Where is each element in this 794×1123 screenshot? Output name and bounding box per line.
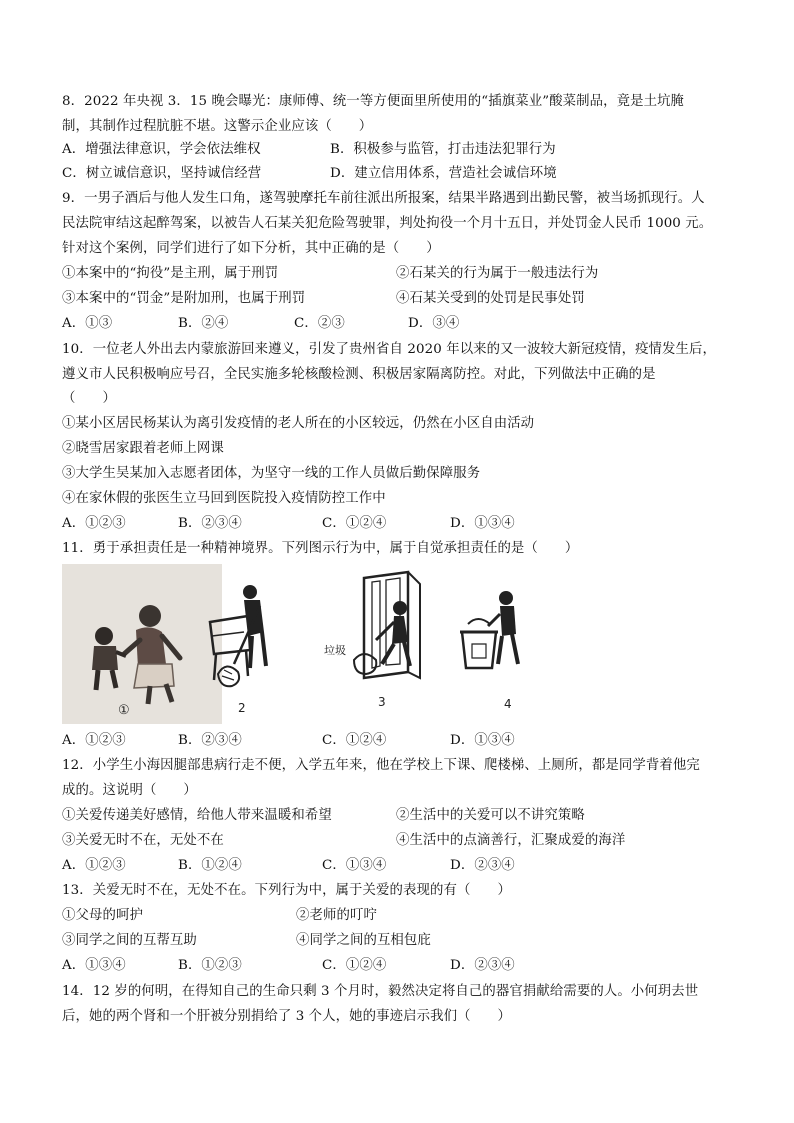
q13-option-b: B．①②③ [178,958,242,973]
q10-stem-line1: 10．一位老人外出去内蒙旅游回来遵义，引发了贵州省自 2020 年以来的又一波较大新冠疫情，疫情发生后， [62,342,717,357]
figure-4 [458,584,538,724]
q12-statement-4: ④生活中的点滴善行，汇聚成爱的海洋 [396,833,626,848]
q9-option-b: B．②④ [178,316,229,331]
q13-option-c: C．①②④ [322,958,387,973]
q13-statement-4: ④同学之间的互相包庇 [296,933,431,948]
figure-2-illustration [204,576,284,726]
q14-stem-line1: 14．12 岁的何明，在得知自己的生命只剩 3 个月时，毅然决定将自己的器官捐献给需要的人。小何玥去世 [62,984,699,999]
q9-option-d: D．③④ [408,316,460,331]
figure-3-number: 3 [378,695,386,709]
q13-statement-2: ②老师的叮咛 [296,908,377,923]
q12-option-b: B．①②④ [178,858,242,873]
figure-1-illustration [62,564,222,724]
q12-statement-3: ③关爱无时不在，无处不在 [62,833,224,848]
figure-4-number: 4 [504,697,512,711]
q10-stem-line2: 遵义市人民积极响应号召，全民实施多轮核酸检测、积极居家隔离防控。对此，下列做法中正确的是 [62,367,656,382]
q12-option-d: D．②③④ [450,858,515,873]
q9-statement-4: ④石某关受到的处罚是民事处罚 [396,291,585,306]
q10-stem-line3: （ ） [62,391,116,406]
figure-2-number: 2 [238,701,246,715]
q8-option-d: D．建立信用体系，营造社会诚信环境 [330,166,557,181]
q13-statement-1: ①父母的呵护 [62,908,143,923]
q12-option-a: A．①②③ [62,858,126,873]
q9-stem-line3: 针对这个案例，同学们进行了如下分析，其中正确的是（ ） [62,241,440,256]
q12-statement-2: ②生活中的关爱可以不讲究策略 [396,808,585,823]
q12-option-c: C．①③④ [322,858,387,873]
figure-3 [324,568,434,718]
q8-option-b: B．积极参与监管，打击违法犯罪行为 [330,142,556,157]
q11-option-c: C．①②④ [322,733,387,748]
figure-4-illustration [458,584,538,724]
q10-statement-4: ④在家休假的张医生立马回到医院投入疫情防控工作中 [62,491,386,506]
figure-2 [204,576,284,726]
q9-statement-3: ③本案中的“罚金”是附加刑，也属于刑罚 [62,291,306,306]
q13-option-a: A．①③④ [62,958,126,973]
q11-option-b: B．②③④ [178,733,242,748]
q10-option-c: C．①②④ [322,516,387,531]
q12-statement-1: ①关爱传递美好感情，给他人带来温暖和希望 [62,808,332,823]
q9-stem-line1: 9．一男子酒后与他人发生口角，遂驾驶摩托车前往派出所报案，结果半路遇到出勤民警，被当场抓现行。人 [62,191,705,206]
q8-option-a: A．增强法律意识，学会依法维权 [62,142,261,157]
q9-statement-1: ①本案中的“拘役”是主刑，属于刑罚 [62,266,279,281]
q9-stem-line2: 民法院审结这起醉驾案，以被告人石某关犯危险驾驶罪，判处拘役一个月十五日，并处罚金人民币 1000 元。 [62,216,713,231]
q9-option-c: C．②③ [294,316,345,331]
q9-statement-2: ②石某关的行为属于一般违法行为 [396,266,599,281]
q10-option-d: D．①③④ [450,516,515,531]
q10-statement-2: ②晓雪居家跟着老师上网课 [62,441,224,456]
q11-option-d: D．①③④ [450,733,515,748]
q8-stem-line2: 制，其制作过程肮脏不堪。这警示企业应该（ ） [62,119,373,134]
q13-statement-3: ③同学之间的互帮互助 [62,933,197,948]
q10-option-b: B．②③④ [178,516,242,531]
q10-option-a: A．①②③ [62,516,126,531]
q10-statement-3: ③大学生吴某加入志愿者团体，为坚守一线的工作人员做后勤保障服务 [62,466,481,481]
q8-stem-line1: 8．2022 年央视 3．15 晚会曝光：康师傅、统一等方便面里所使用的“插旗菜业”酸菜制品，竟是土坑腌 [62,94,685,109]
q11-option-a: A．①②③ [62,733,126,748]
figure-3-illustration [324,568,434,718]
figure-1-number: ① [118,703,130,718]
q13-stem: 13．关爱无时不在，无处不在。下列行为中，属于关爱的表现的有（ ） [62,883,511,898]
figure-1-photo [62,564,222,724]
q12-stem-line2: 成的。这说明（ ） [62,783,197,798]
q8-option-c: C．树立诚信意识，坚持诚信经营 [62,166,262,181]
q13-option-d: D．②③④ [450,958,515,973]
q11-stem: 11．勇于承担责任是一种精神境界。下列图示行为中，属于自觉承担责任的是（ ） [62,541,579,556]
q14-stem-line2: 后，她的两个肾和一个肝被分别捐给了 3 个人，她的事迹启示我们（ ） [62,1009,512,1024]
q10-statement-1: ①某小区居民杨某认为离引发疫情的老人所在的小区较远，仍然在小区自由活动 [62,416,535,431]
q12-stem-line1: 12．小学生小海因腿部患病行走不便，入学五年来，他在学校上下课、爬楼梯、上厕所，都是同学背着他完 [62,758,700,773]
q9-option-a: A．①③ [62,316,113,331]
figure-3-bin-label: 垃圾 [324,644,346,657]
q11-figures [62,562,562,732]
